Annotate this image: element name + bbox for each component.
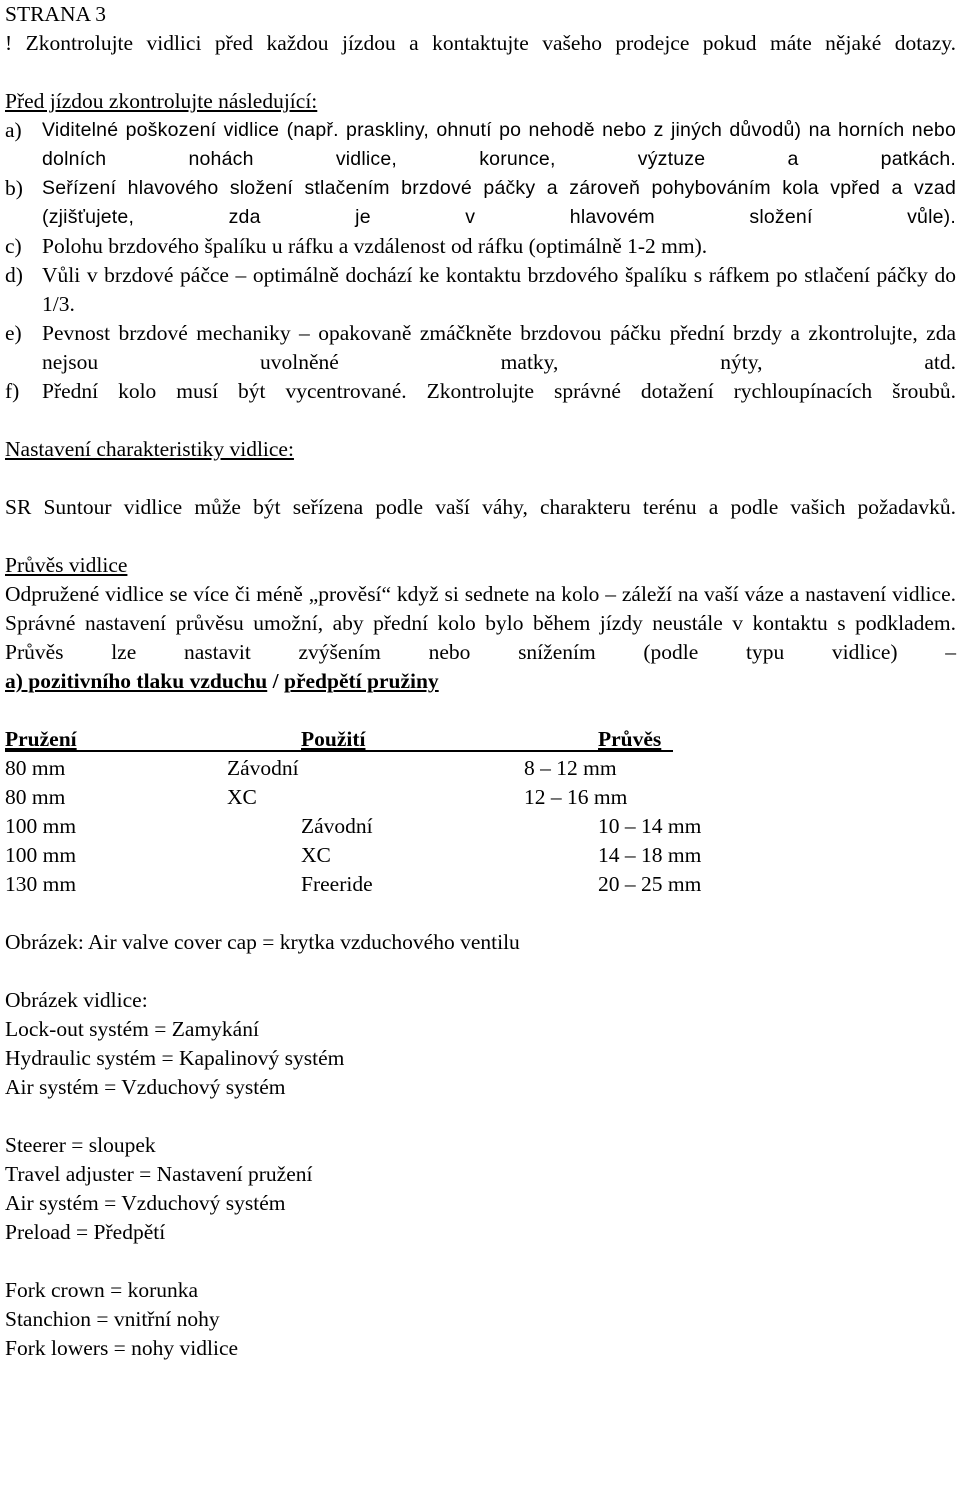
table-row bbox=[5, 870, 956, 899]
glossary-entry: Fork lowers = nohy vidlice bbox=[5, 1336, 239, 1360]
glossary-entry: Preload = Předpětí bbox=[5, 1220, 166, 1244]
check-text: Seřízení hlavového složení stlačením brzdové páčky a zároveň pohybováním kola vpřed a vzad (zjišťujete, zda je v hlavovém složení vůle). bbox=[42, 177, 956, 228]
table-cell: 130 mm bbox=[5, 872, 77, 896]
table-cell: 12 – 16 mm bbox=[524, 785, 628, 809]
check-item-f bbox=[5, 377, 956, 406]
table-cell: 80 mm bbox=[5, 756, 66, 780]
document-page bbox=[5, 0, 956, 1363]
fork-image-title: Obrázek vidlice: bbox=[5, 988, 148, 1012]
sag-method-separator: / bbox=[272, 669, 279, 693]
sag-paragraph-1: Odpružené vidlice se více či méně „prověsí“ když si sednete na kolo – záleží na vaší váze a nastavení vidlice. bbox=[5, 582, 956, 606]
check-label: c) bbox=[5, 234, 22, 258]
check-label: b) bbox=[5, 176, 23, 200]
glossary-entry: Steerer = sloupek bbox=[5, 1133, 156, 1157]
glossary-entry: Air systém = Vzduchový systém bbox=[5, 1075, 286, 1099]
table-cell: 20 – 25 mm bbox=[598, 872, 702, 896]
image-caption: Obrázek: Air valve cover cap = krytka vzduchového ventilu bbox=[5, 930, 520, 954]
check-label: a) bbox=[5, 118, 22, 142]
check-item-b bbox=[5, 174, 956, 232]
table-header bbox=[5, 725, 956, 754]
sag-method-b: předpětí pružiny bbox=[283, 669, 439, 693]
glossary-entry: Stanchion = vnitřní nohy bbox=[5, 1307, 220, 1331]
table-row bbox=[5, 841, 956, 870]
check-label: d) bbox=[5, 263, 23, 287]
table-cell: Freeride bbox=[301, 872, 373, 896]
check-item-c bbox=[5, 232, 956, 261]
glossary-entry: Travel adjuster = Nastavení pružení bbox=[5, 1162, 313, 1186]
table-cell: 14 – 18 mm bbox=[598, 843, 702, 867]
table-cell: Závodní bbox=[301, 814, 373, 838]
table-cell: 100 mm bbox=[5, 814, 77, 838]
sag-heading: Průvěs vidlice bbox=[5, 553, 128, 577]
check-item-e bbox=[5, 319, 956, 377]
sag-methods bbox=[5, 667, 956, 696]
check-text: Vůli v brzdové páčce – optimálně dochází ke kontaktu brzdového špalíku s ráfkem po stlačení páčky do 1/3. bbox=[42, 263, 956, 316]
check-list bbox=[5, 116, 956, 406]
check-heading: Před jízdou zkontrolujte následující: bbox=[5, 89, 318, 113]
table-row bbox=[5, 812, 956, 841]
glossary-entry: Air systém = Vzduchový systém bbox=[5, 1191, 286, 1215]
table-cell: 10 – 14 mm bbox=[598, 814, 702, 838]
check-text: Polohu brzdového špalíku u ráfku a vzdálenost od ráfku (optimálně 1-2 mm). bbox=[42, 234, 708, 258]
warning-text: ! Zkontrolujte vidlici před každou jízdou a kontaktujte vašeho prodejce pokud máte nějaké dotazy. bbox=[5, 31, 956, 55]
glossary-entry: Fork crown = korunka bbox=[5, 1278, 199, 1302]
sag-paragraph-2: Správné nastavení průvěsu umožní, aby přední kolo bylo během jízdy neustále v kontaktu s podkladem. Průvěs lze nastavit zvýšením nebo snížením (podle typu vidlice) – bbox=[5, 611, 956, 664]
table-header-travel: Pružení bbox=[5, 727, 77, 751]
table-cell: Závodní bbox=[227, 756, 299, 780]
glossary-entry: Lock-out systém = Zamykání bbox=[5, 1017, 259, 1041]
check-item-d bbox=[5, 261, 956, 319]
sag-method-a: a) pozitivního tlaku vzduchu bbox=[5, 669, 268, 693]
sag-table bbox=[5, 725, 956, 899]
settings-heading: Nastavení charakteristiky vidlice: bbox=[5, 437, 294, 461]
settings-text: SR Suntour vidlice může být seřízena podle vaší váhy, charakteru terénu a podle vašich požadavků. bbox=[5, 495, 956, 519]
check-label: e) bbox=[5, 321, 22, 345]
table-cell: XC bbox=[301, 843, 331, 867]
table-header-sag: Průvěs bbox=[598, 727, 662, 751]
check-text: Pevnost brzdové mechaniky – opakovaně zmáčkněte brzdovou páčku přední brzdy a zkontrolujte, zda nejsou uvolněné matky, nýty, atd. bbox=[42, 321, 956, 374]
check-label: f) bbox=[5, 379, 20, 403]
table-row bbox=[5, 783, 956, 812]
check-text: Viditelné poškození vidlice (např. praskliny, ohnutí po nehodě nebo z jiných důvodů) na horních nebo dolních nohách vidlice, korunce, výztuze a patkách. bbox=[42, 119, 956, 170]
table-row bbox=[5, 754, 956, 783]
table-cell: XC bbox=[227, 785, 257, 809]
check-text: Přední kolo musí být vycentrované. Zkontrolujte správné dotažení rychloupínacích šroubů. bbox=[42, 379, 956, 403]
table-cell: 80 mm bbox=[5, 785, 66, 809]
table-cell: 100 mm bbox=[5, 843, 77, 867]
page-label: STRANA 3 bbox=[5, 2, 106, 26]
table-cell: 8 – 12 mm bbox=[524, 756, 617, 780]
check-item-a bbox=[5, 116, 956, 174]
table-header-usage: Použití bbox=[301, 727, 366, 751]
glossary-entry: Hydraulic systém = Kapalinový systém bbox=[5, 1046, 345, 1070]
